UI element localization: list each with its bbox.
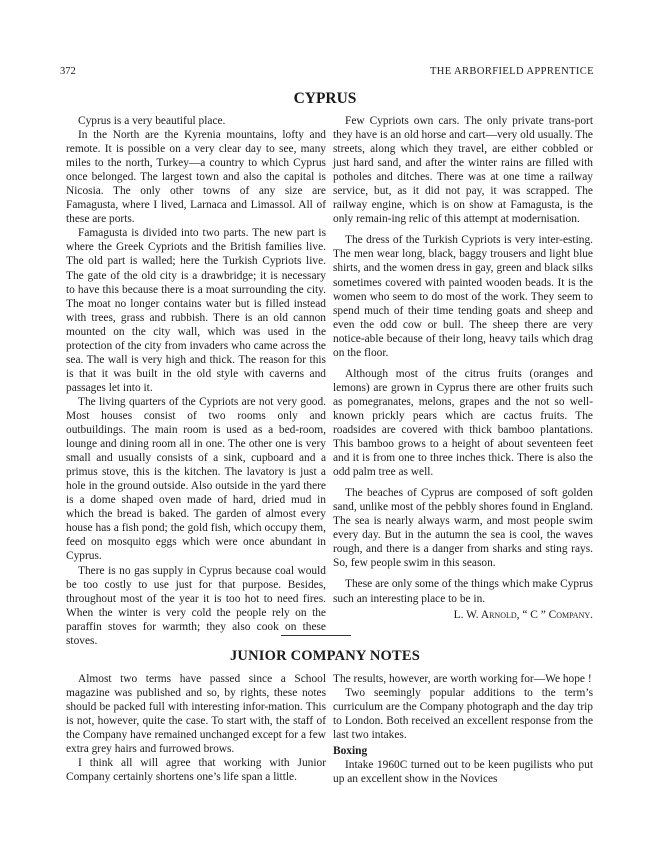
paragraph: Famagusta is divided into two parts. The new part is where the Greek Cypriots and the British families live. The old part is walled; here the Turkish Cypriots live. The gate of the old city is a drawbridge; it is necessary to have this because there is a moat surrounding the city. The moat no longer contains water but is filled instead with trees, grass and rubbish. There is an old cannon mounted on the city wall, which was used in the protection of the city from invaders who came across the sea. The wall is very high and thick. The reason for this is that it was built in the old style with caverns and passages let into it. bbox=[66, 227, 326, 394]
paragraph: Two seemingly popular additions to the term’s curriculum are the Company photograph and the day trip to London. Both received an excellent response from the last two intakes. bbox=[333, 687, 593, 742]
paragraph: I think all will agree that working with Junior Company certainly shortens one’s life span a little. bbox=[66, 757, 326, 784]
paragraph: Cyprus is a very beautiful place. bbox=[78, 115, 226, 127]
junior-right-column bbox=[333, 672, 593, 786]
article-title-cyprus: CYPRUS bbox=[293, 90, 357, 107]
paragraph: The living quarters of the Cypriots are not very good. Most houses consist of two rooms only and outbuildings. The main room is used as a bed-room, lounge and dining room all in one. The other one is very small and usually consists of a sink, cupboard and a primus stove, this is the kitchen. The lavatory is just a hole in the ground outside. Also outside in the yard there is a dome shaped oven made of hard, dried mud in which the bread is baked. The garden of almost every house has a fish pond; the gold fish, which occupy them, feed on mosquito eggs which were once abundant in Cyprus. bbox=[66, 395, 326, 563]
paragraph: The results, however, are worth working for—We hope ! bbox=[333, 673, 592, 685]
paragraph: The dress of the Turkish Cypriots is very inter-esting. The men wear long, black, baggy trousers and light blue shirts, and the women dress in gay, green and black silks sometimes covered with painted wooden beads. It is the women who seem to do most of the work. They seem to spend much of their time tending goats and sheep and even the odd cow or bull. The sheep there are very notice-able because of their long, heavy tails which drag on the floor. bbox=[333, 234, 593, 359]
author-signature: L. W. Arnold, “ C ” Company. bbox=[453, 608, 593, 621]
article-title-junior-company-notes: JUNIOR COMPANY NOTES bbox=[229, 648, 421, 664]
paragraph: Intake 1960C turned out to be keen pugilists who put up an excellent show in the Novices bbox=[333, 759, 593, 786]
paragraph: These are only some of the things which make Cyprus such an interesting place to be in. bbox=[333, 578, 593, 605]
paragraph: The beaches of Cyprus are composed of soft golden sand, unlike most of the pebbly shores found in England. The sea is nearly always warm, and most people swim every day. But in the autumn the sea is cool, the waves rough, and there is a danger from sharks and sting rays. So, few people swim in this season. bbox=[333, 487, 593, 570]
paragraph: Although most of the citrus fruits (oranges and lemons) are grown in Cyprus there are other fruits such as pomegranates, melons, grapes and the not so well-known prickly pears which are cactus fruits. The roadsides are covered with thick bamboo plantations. This bamboo grows to a height of about seventeen feet and it is from one to three inches thick. There is also the odd palm tree as well. bbox=[333, 367, 593, 479]
cyprus-left-column bbox=[66, 114, 326, 648]
journal-title: THE ARBORFIELD APPRENTICE bbox=[429, 66, 594, 77]
paragraph: In the North are the Kyrenia mountains, lofty and remote. It is possible on a very clear day to see, many miles to the north, Turkey—a country to which Cyprus once belonged. The largest town and also the capital is Nicosia. The only other towns of any size are Famagusta, where I lived, Larnaca and Limassol. All of these are ports. bbox=[66, 129, 326, 226]
cyprus-right-column bbox=[333, 114, 593, 622]
section-divider bbox=[281, 635, 351, 636]
paragraph: Almost two terms have passed since a School magazine was published and so, by rights, these notes should be packed full with interesting infor-mation. This is not, however, quite the case. To start with, the staff of the Company have remained unchanged except for a few extra grey hairs and furrowed brows. bbox=[66, 673, 326, 756]
page-number: 372 bbox=[60, 66, 76, 77]
paragraph: Few Cypriots own cars. The only private trans-port they have is an old horse and cart—very old usually. The streets, along which they travel, are either cobbled or just hard sand, and after the winter rains are filled with potholes and ditches. There was at one time a railway service, but, as it did not pay, it was scrapped. The railway engine, which is on show at Famagusta, is the only remain-ing relic of this attempt at modernisation. bbox=[333, 115, 593, 226]
subheading-boxing: Boxing bbox=[333, 745, 368, 758]
junior-left-column bbox=[66, 672, 326, 784]
paragraph: There is no gas supply in Cyprus because coal would be too costly to use just for that purpose. Besides, throughout most of the year it is too hot to need fires. When the winter is very cold the people rely on the paraffin stoves for warmth; they also cook on these stoves. bbox=[66, 564, 326, 647]
